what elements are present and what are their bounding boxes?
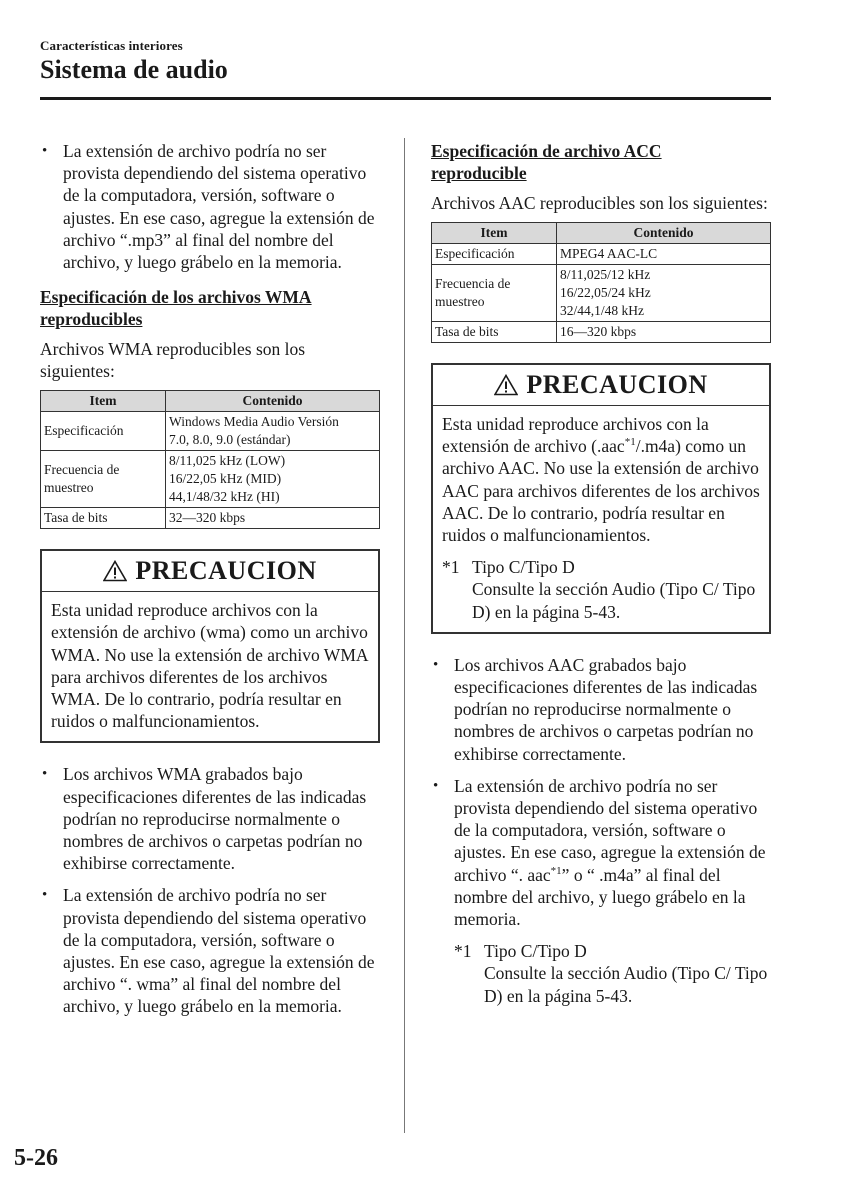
table-header-content: Contenido bbox=[166, 391, 380, 412]
bullet-text: La extensión de archivo podría no ser provista dependiendo del sistema operativo de la computadora, versión, software o ajustes. En ese caso, agregue la extensión de archivo “.mp3” al final del nombre del archivo, y luego grábelo en la memoria. bbox=[63, 141, 375, 273]
caution-body bbox=[42, 592, 378, 741]
page-number: 5-26 bbox=[14, 1145, 58, 1171]
table-header-content: Contenido bbox=[557, 223, 771, 244]
table-header-row bbox=[41, 391, 380, 412]
table-cell-item: Tasa de bits bbox=[41, 508, 166, 529]
bullet-dot: • bbox=[42, 766, 48, 783]
bullet-text: La extensión de archivo podría no ser provista dependiendo del sistema operativo de la computadora, versión, software o ajustes. En ese caso, agregue la extensión de archivo “. wma” al final del nombre del archivo, y luego grábelo en la memoria. bbox=[63, 885, 375, 1017]
table-cell-item: Especificación bbox=[432, 244, 557, 265]
caution-title: PRECAUCION bbox=[135, 556, 317, 586]
table-row bbox=[432, 322, 771, 343]
heading-line: Especificación de archivo ACC bbox=[431, 141, 662, 161]
bullet-text: ” o “ .m4a” al final del nombre del archivo, y luego grábelo en la memoria. bbox=[454, 864, 746, 930]
table-cell-item: Especificación bbox=[41, 412, 166, 451]
bullet-wma-recorded bbox=[40, 763, 380, 874]
table-row bbox=[41, 451, 380, 508]
wma-spec-table bbox=[40, 390, 380, 529]
page-title: Sistema de audio bbox=[40, 55, 228, 84]
cell-line: 16/22,05 kHz (MID) bbox=[169, 471, 282, 487]
right-column bbox=[431, 140, 771, 1007]
table-cell-item: Frecuencia de muestreo bbox=[41, 451, 166, 508]
aac-spec-heading bbox=[431, 140, 771, 184]
heading-line: Especificación de los archivos WMA bbox=[40, 287, 312, 308]
table-row bbox=[41, 412, 380, 451]
table-cell-item: Tasa de bits bbox=[432, 322, 557, 343]
table-cell-content bbox=[166, 412, 380, 451]
warning-triangle-icon bbox=[494, 374, 518, 396]
table-row bbox=[432, 265, 771, 322]
bullet-text: Los archivos WMA grabados bajo especificaciones diferentes de las indicadas podrían no reproducirse normalmente o nombres de archivos o carpetas podrían no exhibirse correctamente. bbox=[63, 764, 367, 874]
cell-line: MPEG4 AAC-LC bbox=[560, 246, 658, 261]
section-label: Características interiores bbox=[40, 38, 183, 53]
table-header-item: Item bbox=[432, 223, 557, 244]
table-cell-content bbox=[166, 508, 380, 529]
bullet-wma-extension bbox=[40, 884, 380, 1017]
cell-line: 32/44,1/48 kHz bbox=[560, 303, 644, 318]
aac-caution-box bbox=[431, 363, 771, 634]
table-row bbox=[41, 508, 380, 529]
footnote-ref: *1 bbox=[550, 864, 562, 877]
aac-intro: Archivos AAC reproducibles son los siguientes: bbox=[431, 193, 768, 213]
footnote-mark: *1 bbox=[454, 941, 472, 962]
cell-line: Windows Media Audio Versión bbox=[169, 414, 339, 430]
caution-header bbox=[42, 551, 378, 592]
bullet-aac-extension bbox=[431, 775, 771, 930]
bullet-mp3-extension bbox=[40, 140, 380, 273]
bullet-text: Los archivos AAC grabados bajo especificaciones diferentes de las indicadas podrían no reproducirse normalmente o nombres de archivos o carpetas podrían no exhibirse correctamente. bbox=[454, 654, 758, 764]
table-cell-content bbox=[557, 244, 771, 265]
cell-line: 8/11,025 kHz (LOW) bbox=[169, 453, 286, 469]
wma-caution-box bbox=[40, 549, 380, 743]
caution-text: Esta unidad reproduce archivos con la extensión de archivo (wma) como un archivo WMA. No use la extensión de archivo WMA para archivos diferentes de los archivos WMA. De lo contrario, podría resultar en ruidos o malfuncionamientos. bbox=[51, 600, 368, 732]
table-header-item: Item bbox=[41, 391, 166, 412]
bullet-dot: • bbox=[433, 777, 439, 794]
bullet-aac-recorded bbox=[431, 654, 771, 765]
cell-line: 8/11,025/12 kHz bbox=[560, 267, 651, 282]
footnote-mark: *1 bbox=[442, 557, 460, 578]
footnote-line: Tipo C/Tipo D bbox=[472, 557, 575, 578]
table-cell-content bbox=[557, 265, 771, 322]
caution-footnote bbox=[442, 556, 761, 623]
warning-triangle-icon bbox=[103, 560, 127, 582]
bullet-dot: • bbox=[42, 887, 48, 904]
table-cell-content bbox=[166, 451, 380, 508]
bullet-dot: • bbox=[433, 656, 439, 673]
wma-intro: Archivos WMA reproducibles son los siguientes: bbox=[40, 339, 306, 382]
heading-line: reproducibles bbox=[40, 309, 143, 330]
footnote-line: Consulte la sección Audio (Tipo C/ Tipo D) en la página 5-43. bbox=[472, 579, 756, 622]
wma-spec-heading bbox=[40, 286, 380, 330]
caution-body bbox=[433, 406, 769, 632]
table-cell-item: Frecuencia de muestreo bbox=[432, 265, 557, 322]
caution-header bbox=[433, 365, 769, 406]
table-header-row bbox=[432, 223, 771, 244]
cell-line: 7.0, 8.0, 9.0 (estándar) bbox=[169, 432, 291, 448]
header-rule bbox=[40, 97, 771, 100]
aac-spec-table bbox=[431, 222, 771, 343]
footnote-line: Consulte la sección Audio (Tipo C/ Tipo D) en la página 5-43. bbox=[484, 963, 768, 1006]
heading-line: reproducible bbox=[431, 163, 527, 183]
cell-line: 44,1/48/32 kHz (HI) bbox=[169, 489, 280, 505]
cell-line: 32―320 kbps bbox=[169, 510, 246, 526]
footnote-ref: *1 bbox=[624, 436, 636, 449]
column-divider bbox=[404, 138, 405, 1133]
bullet-text: La extensión de archivo podría no ser provista dependiendo del sistema operativo de la computadora, versión, software o ajustes. En ese caso, agregue la extensión de archivo “. aac bbox=[454, 775, 766, 885]
caution-text: Esta unidad reproduce archivos con la extensión de archivo (.aac bbox=[442, 414, 709, 457]
table-row bbox=[432, 244, 771, 265]
table-cell-content bbox=[557, 322, 771, 343]
left-column bbox=[40, 140, 380, 1018]
aac-footnote bbox=[454, 940, 771, 1007]
bullet-dot: • bbox=[42, 143, 48, 159]
cell-line: 16―320 kbps bbox=[560, 324, 637, 339]
cell-line: 16/22,05/24 kHz bbox=[560, 285, 651, 300]
footnote-line: Tipo C/Tipo D bbox=[484, 941, 587, 962]
caution-text: /.m4a) como un archivo AAC. No use la extensión de archivo AAC para archivos diferentes de los archivos AAC. De lo contrario, podría resultar en ruidos o malfuncionamientos. bbox=[442, 436, 760, 546]
caution-title: PRECAUCION bbox=[526, 370, 708, 399]
